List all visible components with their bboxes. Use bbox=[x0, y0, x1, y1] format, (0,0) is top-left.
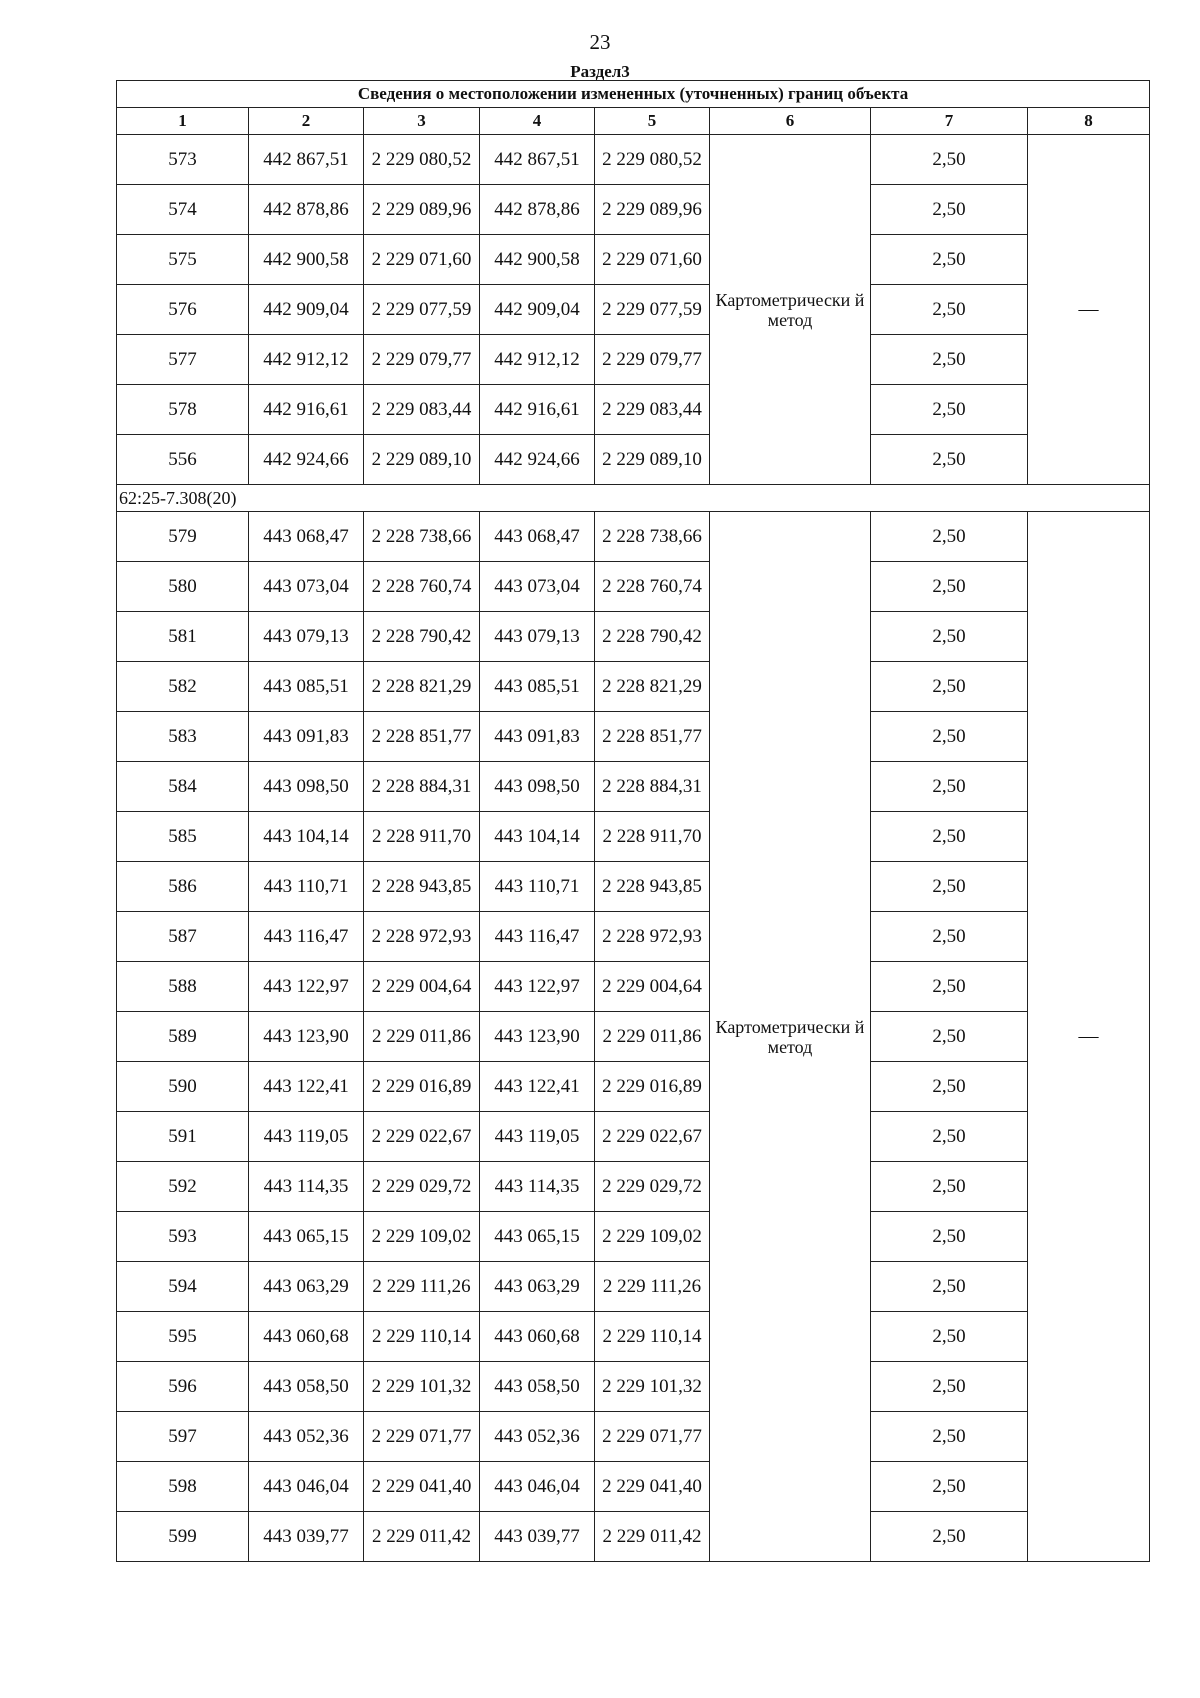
y-new-cell: 2 229 083,44 bbox=[595, 385, 710, 435]
accuracy-cell: 2,50 bbox=[871, 385, 1028, 435]
y-new-cell: 2 229 110,14 bbox=[595, 1312, 710, 1362]
point-number-cell: 597 bbox=[117, 1412, 249, 1462]
x-old-cell: 443 098,50 bbox=[249, 762, 364, 812]
accuracy-cell: 2,50 bbox=[871, 1462, 1028, 1512]
table-row bbox=[117, 1262, 1150, 1312]
accuracy-cell: 2,50 bbox=[871, 862, 1028, 912]
column-number: 8 bbox=[1028, 108, 1150, 135]
y-new-cell: 2 228 972,93 bbox=[595, 912, 710, 962]
table-row bbox=[117, 1312, 1150, 1362]
table-row bbox=[117, 712, 1150, 762]
accuracy-cell: 2,50 bbox=[871, 1362, 1028, 1412]
point-number-cell: 588 bbox=[117, 962, 249, 1012]
x-old-cell: 443 052,36 bbox=[249, 1412, 364, 1462]
point-number-cell: 583 bbox=[117, 712, 249, 762]
y-old-cell: 2 229 079,77 bbox=[364, 335, 480, 385]
point-number-cell: 584 bbox=[117, 762, 249, 812]
accuracy-cell: 2,50 bbox=[871, 1412, 1028, 1462]
y-old-cell: 2 228 821,29 bbox=[364, 662, 480, 712]
y-new-cell: 2 228 851,77 bbox=[595, 712, 710, 762]
point-number-cell: 556 bbox=[117, 435, 249, 485]
x-old-cell: 443 073,04 bbox=[249, 562, 364, 612]
y-old-cell: 2 229 041,40 bbox=[364, 1462, 480, 1512]
x-old-cell: 443 091,83 bbox=[249, 712, 364, 762]
y-new-cell: 2 229 080,52 bbox=[595, 135, 710, 185]
x-new-cell: 443 085,51 bbox=[480, 662, 595, 712]
point-number-cell: 589 bbox=[117, 1012, 249, 1062]
table-row bbox=[117, 285, 1150, 335]
x-new-cell: 443 110,71 bbox=[480, 862, 595, 912]
column-number: 3 bbox=[364, 108, 480, 135]
y-new-cell: 2 229 004,64 bbox=[595, 962, 710, 1012]
accuracy-cell: 2,50 bbox=[871, 912, 1028, 962]
x-new-cell: 443 063,29 bbox=[480, 1262, 595, 1312]
x-old-cell: 443 085,51 bbox=[249, 662, 364, 712]
y-new-cell: 2 229 029,72 bbox=[595, 1162, 710, 1212]
y-old-cell: 2 228 760,74 bbox=[364, 562, 480, 612]
y-old-cell: 2 229 111,26 bbox=[364, 1262, 480, 1312]
y-old-cell: 2 228 943,85 bbox=[364, 862, 480, 912]
y-old-cell: 2 229 089,96 bbox=[364, 185, 480, 235]
y-old-cell: 2 229 016,89 bbox=[364, 1062, 480, 1112]
column-number: 1 bbox=[117, 108, 249, 135]
y-old-cell: 2 229 077,59 bbox=[364, 285, 480, 335]
x-old-cell: 442 912,12 bbox=[249, 335, 364, 385]
accuracy-cell: 2,50 bbox=[871, 1512, 1028, 1562]
y-old-cell: 2 228 738,66 bbox=[364, 512, 480, 562]
x-old-cell: 443 068,47 bbox=[249, 512, 364, 562]
accuracy-cell: 2,50 bbox=[871, 1062, 1028, 1112]
x-new-cell: 442 878,86 bbox=[480, 185, 595, 235]
point-number-cell: 591 bbox=[117, 1112, 249, 1162]
y-new-cell: 2 229 022,67 bbox=[595, 1112, 710, 1162]
accuracy-cell: 2,50 bbox=[871, 1162, 1028, 1212]
y-old-cell: 2 228 972,93 bbox=[364, 912, 480, 962]
y-old-cell: 2 229 110,14 bbox=[364, 1312, 480, 1362]
point-number-cell: 599 bbox=[117, 1512, 249, 1562]
x-old-cell: 443 060,68 bbox=[249, 1312, 364, 1362]
x-old-cell: 442 924,66 bbox=[249, 435, 364, 485]
point-number-cell: 592 bbox=[117, 1162, 249, 1212]
accuracy-cell: 2,50 bbox=[871, 762, 1028, 812]
table-row bbox=[117, 1112, 1150, 1162]
point-number-cell: 579 bbox=[117, 512, 249, 562]
point-number-cell: 587 bbox=[117, 912, 249, 962]
x-new-cell: 443 065,15 bbox=[480, 1212, 595, 1262]
table-row bbox=[117, 512, 1150, 562]
accuracy-cell: 2,50 bbox=[871, 612, 1028, 662]
table-row bbox=[117, 1062, 1150, 1112]
table-row bbox=[117, 762, 1150, 812]
column-number-row bbox=[117, 108, 1150, 135]
y-old-cell: 2 229 004,64 bbox=[364, 962, 480, 1012]
accuracy-cell: 2,50 bbox=[871, 812, 1028, 862]
accuracy-cell: 2,50 bbox=[871, 1112, 1028, 1162]
x-new-cell: 443 104,14 bbox=[480, 812, 595, 862]
y-new-cell: 2 228 821,29 bbox=[595, 662, 710, 712]
x-old-cell: 443 079,13 bbox=[249, 612, 364, 662]
table-row bbox=[117, 185, 1150, 235]
y-new-cell: 2 229 079,77 bbox=[595, 335, 710, 385]
parcel-group-label: 62:25-7.308(20) bbox=[117, 485, 1150, 512]
x-new-cell: 443 060,68 bbox=[480, 1312, 595, 1362]
y-new-cell: 2 229 041,40 bbox=[595, 1462, 710, 1512]
table-row bbox=[117, 812, 1150, 862]
point-number-cell: 598 bbox=[117, 1462, 249, 1512]
y-new-cell: 2 229 016,89 bbox=[595, 1062, 710, 1112]
x-new-cell: 442 909,04 bbox=[480, 285, 595, 335]
table-row bbox=[117, 662, 1150, 712]
y-old-cell: 2 229 083,44 bbox=[364, 385, 480, 435]
y-new-cell: 2 229 111,26 bbox=[595, 1262, 710, 1312]
x-old-cell: 443 114,35 bbox=[249, 1162, 364, 1212]
table-row bbox=[117, 1462, 1150, 1512]
x-new-cell: 443 123,90 bbox=[480, 1012, 595, 1062]
note-cell: — bbox=[1028, 135, 1150, 485]
table-row bbox=[117, 1162, 1150, 1212]
y-new-cell: 2 228 943,85 bbox=[595, 862, 710, 912]
point-number-cell: 596 bbox=[117, 1362, 249, 1412]
x-old-cell: 442 867,51 bbox=[249, 135, 364, 185]
x-new-cell: 443 098,50 bbox=[480, 762, 595, 812]
x-old-cell: 442 900,58 bbox=[249, 235, 364, 285]
x-old-cell: 443 122,97 bbox=[249, 962, 364, 1012]
point-number-cell: 576 bbox=[117, 285, 249, 335]
table-row bbox=[117, 1012, 1150, 1062]
point-number-cell: 574 bbox=[117, 185, 249, 235]
y-new-cell: 2 229 101,32 bbox=[595, 1362, 710, 1412]
accuracy-cell: 2,50 bbox=[871, 1312, 1028, 1362]
point-number-cell: 593 bbox=[117, 1212, 249, 1262]
table-row bbox=[117, 912, 1150, 962]
y-new-cell: 2 228 738,66 bbox=[595, 512, 710, 562]
column-number: 5 bbox=[595, 108, 710, 135]
table-caption: Сведения о местоположении измененных (уточненных) границ объекта bbox=[117, 81, 1150, 108]
y-old-cell: 2 229 101,32 bbox=[364, 1362, 480, 1412]
y-new-cell: 2 229 109,02 bbox=[595, 1212, 710, 1262]
accuracy-cell: 2,50 bbox=[871, 335, 1028, 385]
y-old-cell: 2 229 109,02 bbox=[364, 1212, 480, 1262]
accuracy-cell: 2,50 bbox=[871, 285, 1028, 335]
table-row bbox=[117, 135, 1150, 185]
column-number: 6 bbox=[710, 108, 871, 135]
y-new-cell: 2 228 760,74 bbox=[595, 562, 710, 612]
x-new-cell: 443 039,77 bbox=[480, 1512, 595, 1562]
point-number-cell: 578 bbox=[117, 385, 249, 435]
accuracy-cell: 2,50 bbox=[871, 962, 1028, 1012]
y-new-cell: 2 228 884,31 bbox=[595, 762, 710, 812]
x-new-cell: 443 122,97 bbox=[480, 962, 595, 1012]
x-old-cell: 443 116,47 bbox=[249, 912, 364, 962]
column-number: 2 bbox=[249, 108, 364, 135]
section-title: Раздел3 bbox=[570, 62, 630, 81]
x-old-cell: 442 909,04 bbox=[249, 285, 364, 335]
y-old-cell: 2 229 022,67 bbox=[364, 1112, 480, 1162]
x-old-cell: 442 916,61 bbox=[249, 385, 364, 435]
accuracy-cell: 2,50 bbox=[871, 185, 1028, 235]
table-row bbox=[117, 385, 1150, 435]
accuracy-cell: 2,50 bbox=[871, 562, 1028, 612]
x-new-cell: 443 119,05 bbox=[480, 1112, 595, 1162]
x-new-cell: 442 916,61 bbox=[480, 385, 595, 435]
accuracy-cell: 2,50 bbox=[871, 512, 1028, 562]
y-new-cell: 2 229 089,96 bbox=[595, 185, 710, 235]
table-row bbox=[117, 235, 1150, 285]
x-old-cell: 443 065,15 bbox=[249, 1212, 364, 1262]
point-number-cell: 580 bbox=[117, 562, 249, 612]
x-new-cell: 443 052,36 bbox=[480, 1412, 595, 1462]
accuracy-cell: 2,50 bbox=[871, 662, 1028, 712]
accuracy-cell: 2,50 bbox=[871, 1012, 1028, 1062]
point-number-cell: 577 bbox=[117, 335, 249, 385]
x-new-cell: 443 058,50 bbox=[480, 1362, 595, 1412]
table-row bbox=[117, 1412, 1150, 1462]
point-number-cell: 581 bbox=[117, 612, 249, 662]
x-old-cell: 443 058,50 bbox=[249, 1362, 364, 1412]
point-number-cell: 595 bbox=[117, 1312, 249, 1362]
point-number-cell: 573 bbox=[117, 135, 249, 185]
x-new-cell: 443 122,41 bbox=[480, 1062, 595, 1112]
x-new-cell: 443 046,04 bbox=[480, 1462, 595, 1512]
x-old-cell: 443 063,29 bbox=[249, 1262, 364, 1312]
y-old-cell: 2 229 080,52 bbox=[364, 135, 480, 185]
y-new-cell: 2 229 077,59 bbox=[595, 285, 710, 335]
table-row bbox=[117, 562, 1150, 612]
x-new-cell: 443 079,13 bbox=[480, 612, 595, 662]
x-old-cell: 442 878,86 bbox=[249, 185, 364, 235]
table-row bbox=[117, 1212, 1150, 1262]
x-new-cell: 443 116,47 bbox=[480, 912, 595, 962]
x-new-cell: 443 091,83 bbox=[480, 712, 595, 762]
column-number: 7 bbox=[871, 108, 1028, 135]
table-row bbox=[117, 612, 1150, 662]
table-row bbox=[117, 1362, 1150, 1412]
x-old-cell: 443 104,14 bbox=[249, 812, 364, 862]
y-old-cell: 2 229 071,77 bbox=[364, 1412, 480, 1462]
x-new-cell: 442 867,51 bbox=[480, 135, 595, 185]
table-caption-row bbox=[117, 81, 1150, 108]
method-cell: Картометрически й метод bbox=[710, 512, 871, 1562]
y-old-cell: 2 229 011,86 bbox=[364, 1012, 480, 1062]
column-number: 4 bbox=[480, 108, 595, 135]
y-new-cell: 2 229 071,60 bbox=[595, 235, 710, 285]
table-row bbox=[117, 335, 1150, 385]
x-old-cell: 443 046,04 bbox=[249, 1462, 364, 1512]
table-row bbox=[117, 435, 1150, 485]
x-old-cell: 443 122,41 bbox=[249, 1062, 364, 1112]
method-cell: Картометрически й метод bbox=[710, 135, 871, 485]
x-new-cell: 442 900,58 bbox=[480, 235, 595, 285]
x-new-cell: 443 068,47 bbox=[480, 512, 595, 562]
accuracy-cell: 2,50 bbox=[871, 712, 1028, 762]
y-new-cell: 2 229 071,77 bbox=[595, 1412, 710, 1462]
y-old-cell: 2 229 071,60 bbox=[364, 235, 480, 285]
note-cell: — bbox=[1028, 512, 1150, 1562]
y-new-cell: 2 229 089,10 bbox=[595, 435, 710, 485]
parcel-group-row bbox=[117, 485, 1150, 512]
accuracy-cell: 2,50 bbox=[871, 235, 1028, 285]
y-old-cell: 2 228 911,70 bbox=[364, 812, 480, 862]
y-old-cell: 2 228 790,42 bbox=[364, 612, 480, 662]
boundary-coordinates-table bbox=[116, 80, 1150, 1562]
point-number-cell: 594 bbox=[117, 1262, 249, 1312]
x-old-cell: 443 039,77 bbox=[249, 1512, 364, 1562]
table-row bbox=[117, 1512, 1150, 1562]
y-new-cell: 2 228 911,70 bbox=[595, 812, 710, 862]
page-number: 23 bbox=[589, 30, 611, 54]
accuracy-cell: 2,50 bbox=[871, 435, 1028, 485]
y-old-cell: 2 229 029,72 bbox=[364, 1162, 480, 1212]
x-new-cell: 443 114,35 bbox=[480, 1162, 595, 1212]
point-number-cell: 586 bbox=[117, 862, 249, 912]
y-old-cell: 2 228 851,77 bbox=[364, 712, 480, 762]
x-old-cell: 443 119,05 bbox=[249, 1112, 364, 1162]
x-new-cell: 443 073,04 bbox=[480, 562, 595, 612]
accuracy-cell: 2,50 bbox=[871, 135, 1028, 185]
point-number-cell: 575 bbox=[117, 235, 249, 285]
accuracy-cell: 2,50 bbox=[871, 1212, 1028, 1262]
point-number-cell: 582 bbox=[117, 662, 249, 712]
y-old-cell: 2 229 089,10 bbox=[364, 435, 480, 485]
table-row bbox=[117, 962, 1150, 1012]
y-new-cell: 2 228 790,42 bbox=[595, 612, 710, 662]
x-old-cell: 443 110,71 bbox=[249, 862, 364, 912]
x-old-cell: 443 123,90 bbox=[249, 1012, 364, 1062]
x-new-cell: 442 924,66 bbox=[480, 435, 595, 485]
table-body bbox=[117, 81, 1150, 1562]
table-row bbox=[117, 862, 1150, 912]
y-new-cell: 2 229 011,86 bbox=[595, 1012, 710, 1062]
y-old-cell: 2 228 884,31 bbox=[364, 762, 480, 812]
y-old-cell: 2 229 011,42 bbox=[364, 1512, 480, 1562]
point-number-cell: 590 bbox=[117, 1062, 249, 1112]
point-number-cell: 585 bbox=[117, 812, 249, 862]
accuracy-cell: 2,50 bbox=[871, 1262, 1028, 1312]
y-new-cell: 2 229 011,42 bbox=[595, 1512, 710, 1562]
x-new-cell: 442 912,12 bbox=[480, 335, 595, 385]
